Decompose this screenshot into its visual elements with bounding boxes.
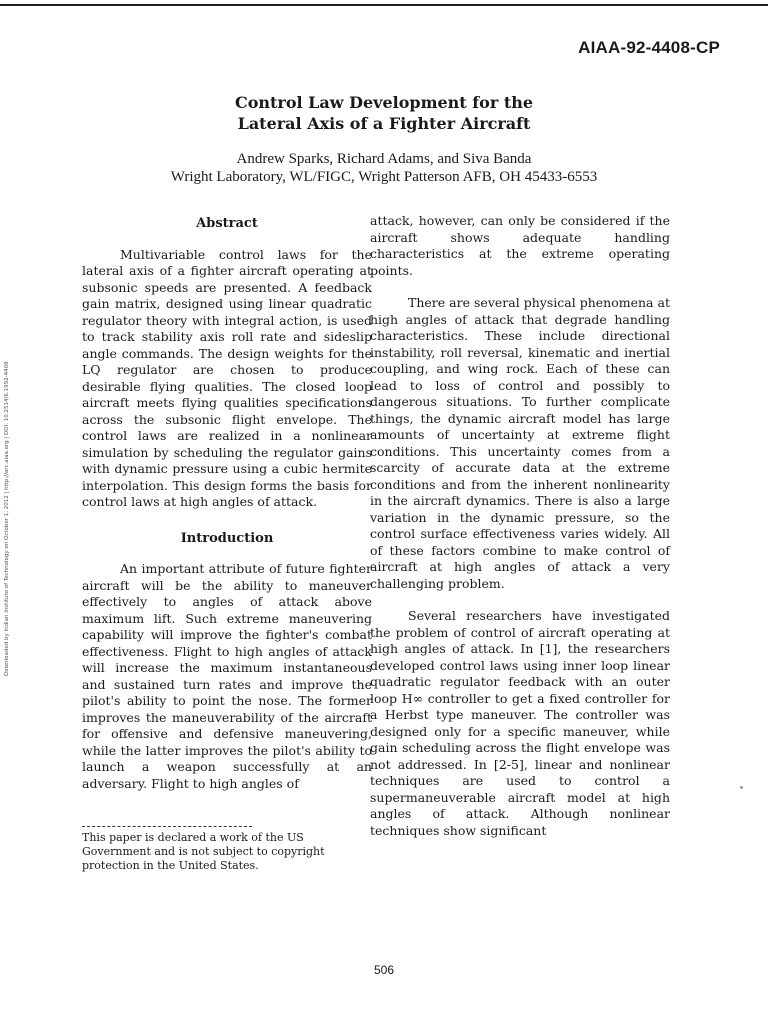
right-paragraph-2: There are several physical phenomena at high angles of attack that degrade handling characteristics. These include directional instability, roll reversal, kinematic and inertial coupling, and wing rock. Each of these can lead to loss of control and possibly to dangerous situations. To further complicate things, the dynamic aircraft model has large amounts of uncertainty at extreme flight conditions. This uncertainty comes from a scarcity of accurate data at the extreme conditions and from the inherent nonlinearity in the aircraft dynamics. There is also a large variation in the dynamic pressure, so the control surface effectiveness varies widely. All of these factors combine to make control of aircraft at high angles of attack a very challenging problem. (370, 295, 670, 591)
affiliation-line: Wright Laboratory, WL/FIGC, Wright Patterson AFB, OH 45433-6553 (170, 169, 598, 185)
title-line-2: Lateral Axis of a Fighter Aircraft (237, 114, 531, 133)
paper-title (0, 92, 768, 134)
abstract-text: Multivariable control laws for the lateral axis of a fighter aircraft operating at subsonic speeds are presented. A feedback gain matrix, designed using linear quadratic regulator theory with integral action, is used to track stability axis roll rate and sideslip angle commands. The design weights for the LQ regulator are chosen to produce desirable flying qualities. The closed loop aircraft meets flying qualities specifications across the subsonic flight envelope. The control laws are realized in a nonlinear simulation by scheduling the regulator gains with dynamic pressure using a cubic hermite interpolation. This design forms the basis for control laws at high angles of attack. (82, 246, 372, 509)
authors-line: Andrew Sparks, Richard Adams, and Siva Banda (236, 151, 532, 167)
top-rule (0, 4, 768, 6)
right-paragraph-3: Several researchers have investigated the problem of control of aircraft operating at high angles of attack. In [1], the researchers developed control laws using inner loop linear quadratic regulator feedback with an outer loop H∞ controller to get a fixed controller for a Herbst type maneuver. The controller was designed only for a specific maneuver, while gain scheduling across the flight envelope was not addressed. In [2-5], linear and nonlinear techniques are used to control a supermaneuverable aircraft model at high angles of attack. Although nonlinear techniques show significant (370, 608, 670, 838)
title-line-1: Control Law Development for the (234, 93, 534, 112)
download-watermark: Downloaded by Indian Institute of Technology on October 1, 2012 | http://arc.aiaa.org | DOI: 10.2514/6.1992-4408 (4, 361, 10, 676)
footnote-rule (82, 826, 252, 827)
abstract-heading: Abstract (196, 216, 258, 231)
page-number: 506 (373, 963, 395, 977)
report-number: AIAA-92-4408-CP (578, 38, 720, 57)
introduction-heading: Introduction (180, 530, 274, 546)
introduction-text: An important attribute of future fighter aircraft will be the ability to maneuver effectively to angles of attack above maximum lift. Such extreme maneuvering capability will improve the fighter's combat effectiveness. Flight to high angles of attack will increase the maximum instantaneous and sustained turn rates and improve the pilot's ability to point the nose. The former improves the maneuverability of the aircraft for offensive and defensive maneuvering, while the latter improves the pilot's ability to launch a weapon successfully at an adversary. Flight to high angles of (82, 561, 372, 791)
right-paragraph-1: attack, however, can only be considered if the aircraft shows adequate handling characteristics at the extreme operating points. (370, 213, 670, 278)
author-block (0, 150, 768, 186)
right-column (370, 213, 670, 839)
scan-speck (740, 786, 743, 789)
copyright-footnote: This paper is declared a work of the US Government and is not subject to copyright protection in the United States. (82, 831, 325, 872)
left-column (82, 213, 372, 873)
